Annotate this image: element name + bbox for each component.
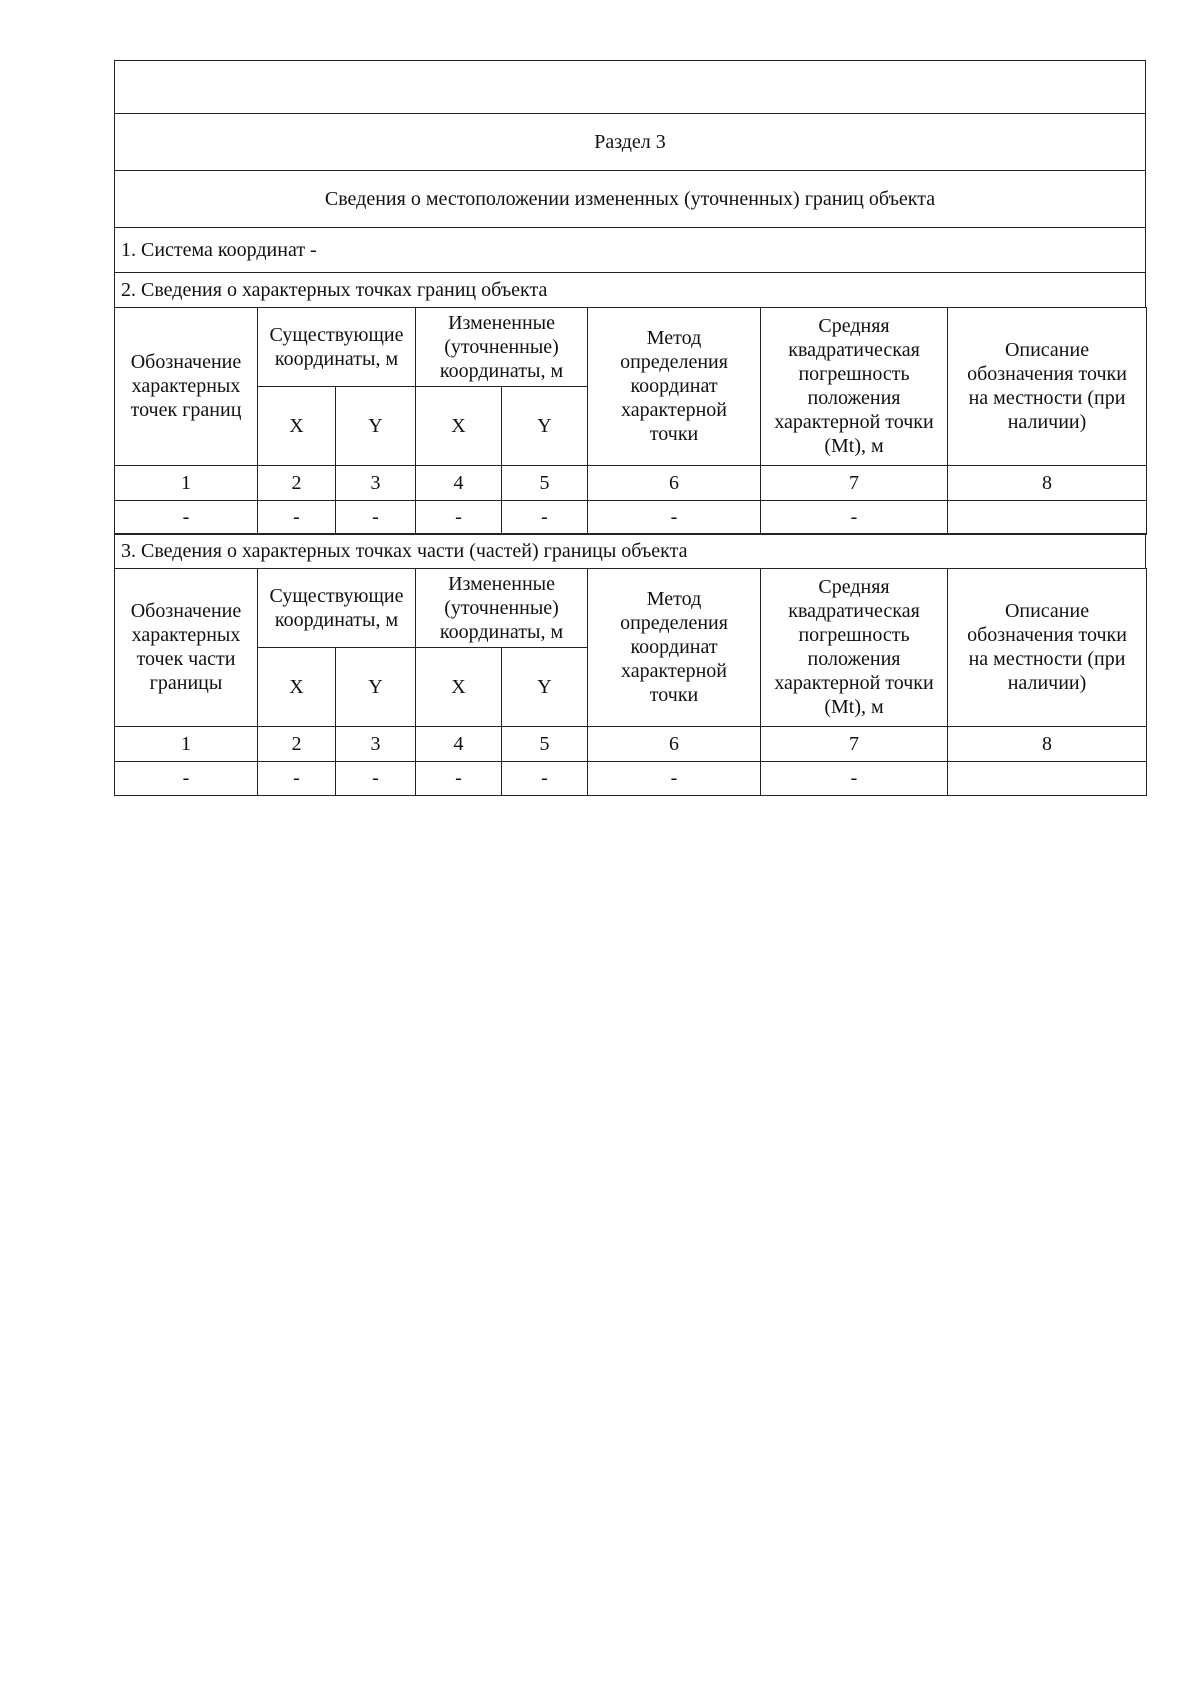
header-method: Метод определения координат характерной точки <box>588 307 761 465</box>
header-description: Описание обозначения точки на местности (при наличии) <box>948 568 1147 726</box>
table-cell: - <box>258 500 336 534</box>
table-cell: - <box>416 761 502 795</box>
header-description: Описание обозначения точки на местности (при наличии) <box>948 307 1147 465</box>
header-mean-error: Средняя квадратическая погрешность положения характерной точки (Mt), м <box>761 307 948 465</box>
table-cell: - <box>416 500 502 534</box>
header-point-designation: Обозначение характерных точек части границы <box>115 568 258 726</box>
document-page <box>114 60 1146 796</box>
table2-caption: 3. Сведения о характерных точках части (частей) границы объекта <box>115 534 1146 569</box>
table-cell <box>948 500 1147 534</box>
boundary-part-points-table <box>114 568 1147 796</box>
column-number: 6 <box>588 465 761 500</box>
column-number: 8 <box>948 726 1147 761</box>
header-x: X <box>416 386 502 465</box>
header-method: Метод определения координат характерной точки <box>588 568 761 726</box>
section-title: Раздел 3 <box>115 114 1146 171</box>
boundary-points-table <box>114 307 1147 535</box>
column-number: 3 <box>336 726 416 761</box>
column-number: 2 <box>258 726 336 761</box>
header-x: X <box>416 647 502 726</box>
header-existing-coords: Существующие координаты, м <box>258 307 416 386</box>
header-y: Y <box>502 386 588 465</box>
header-existing-coords: Существующие координаты, м <box>258 568 416 647</box>
section-header-table <box>114 60 1146 308</box>
coordinate-system: 1. Система координат - <box>115 228 1146 273</box>
column-number: 1 <box>115 726 258 761</box>
column-number: 6 <box>588 726 761 761</box>
table2-caption-block <box>114 533 1146 569</box>
empty-header-cell <box>115 61 1146 114</box>
header-changed-coords: Измененные (уточненные) координаты, м <box>416 568 588 647</box>
header-y: Y <box>502 647 588 726</box>
column-number: 4 <box>416 726 502 761</box>
section-subtitle: Сведения о местоположении измененных (уточненных) границ объекта <box>115 171 1146 228</box>
header-y: Y <box>336 386 416 465</box>
header-mean-error: Средняя квадратическая погрешность положения характерной точки (Mt), м <box>761 568 948 726</box>
header-point-designation: Обозначение характерных точек границ <box>115 307 258 465</box>
header-y: Y <box>336 647 416 726</box>
table-cell <box>948 761 1147 795</box>
table-cell: - <box>115 761 258 795</box>
header-changed-coords: Измененные (уточненные) координаты, м <box>416 307 588 386</box>
table-cell: - <box>336 761 416 795</box>
table-cell: - <box>588 761 761 795</box>
column-number: 7 <box>761 465 948 500</box>
column-number: 5 <box>502 726 588 761</box>
table-cell: - <box>336 500 416 534</box>
table-cell: - <box>502 500 588 534</box>
table-cell: - <box>502 761 588 795</box>
column-number: 1 <box>115 465 258 500</box>
column-number: 3 <box>336 465 416 500</box>
header-x: X <box>258 647 336 726</box>
table-cell: - <box>761 500 948 534</box>
table-cell: - <box>588 500 761 534</box>
table-cell: - <box>258 761 336 795</box>
table-cell: - <box>115 500 258 534</box>
column-number: 4 <box>416 465 502 500</box>
table1-caption: 2. Сведения о характерных точках границ объекта <box>115 273 1146 308</box>
column-number: 7 <box>761 726 948 761</box>
header-x: X <box>258 386 336 465</box>
column-number: 5 <box>502 465 588 500</box>
column-number: 8 <box>948 465 1147 500</box>
table-cell: - <box>761 761 948 795</box>
column-number: 2 <box>258 465 336 500</box>
